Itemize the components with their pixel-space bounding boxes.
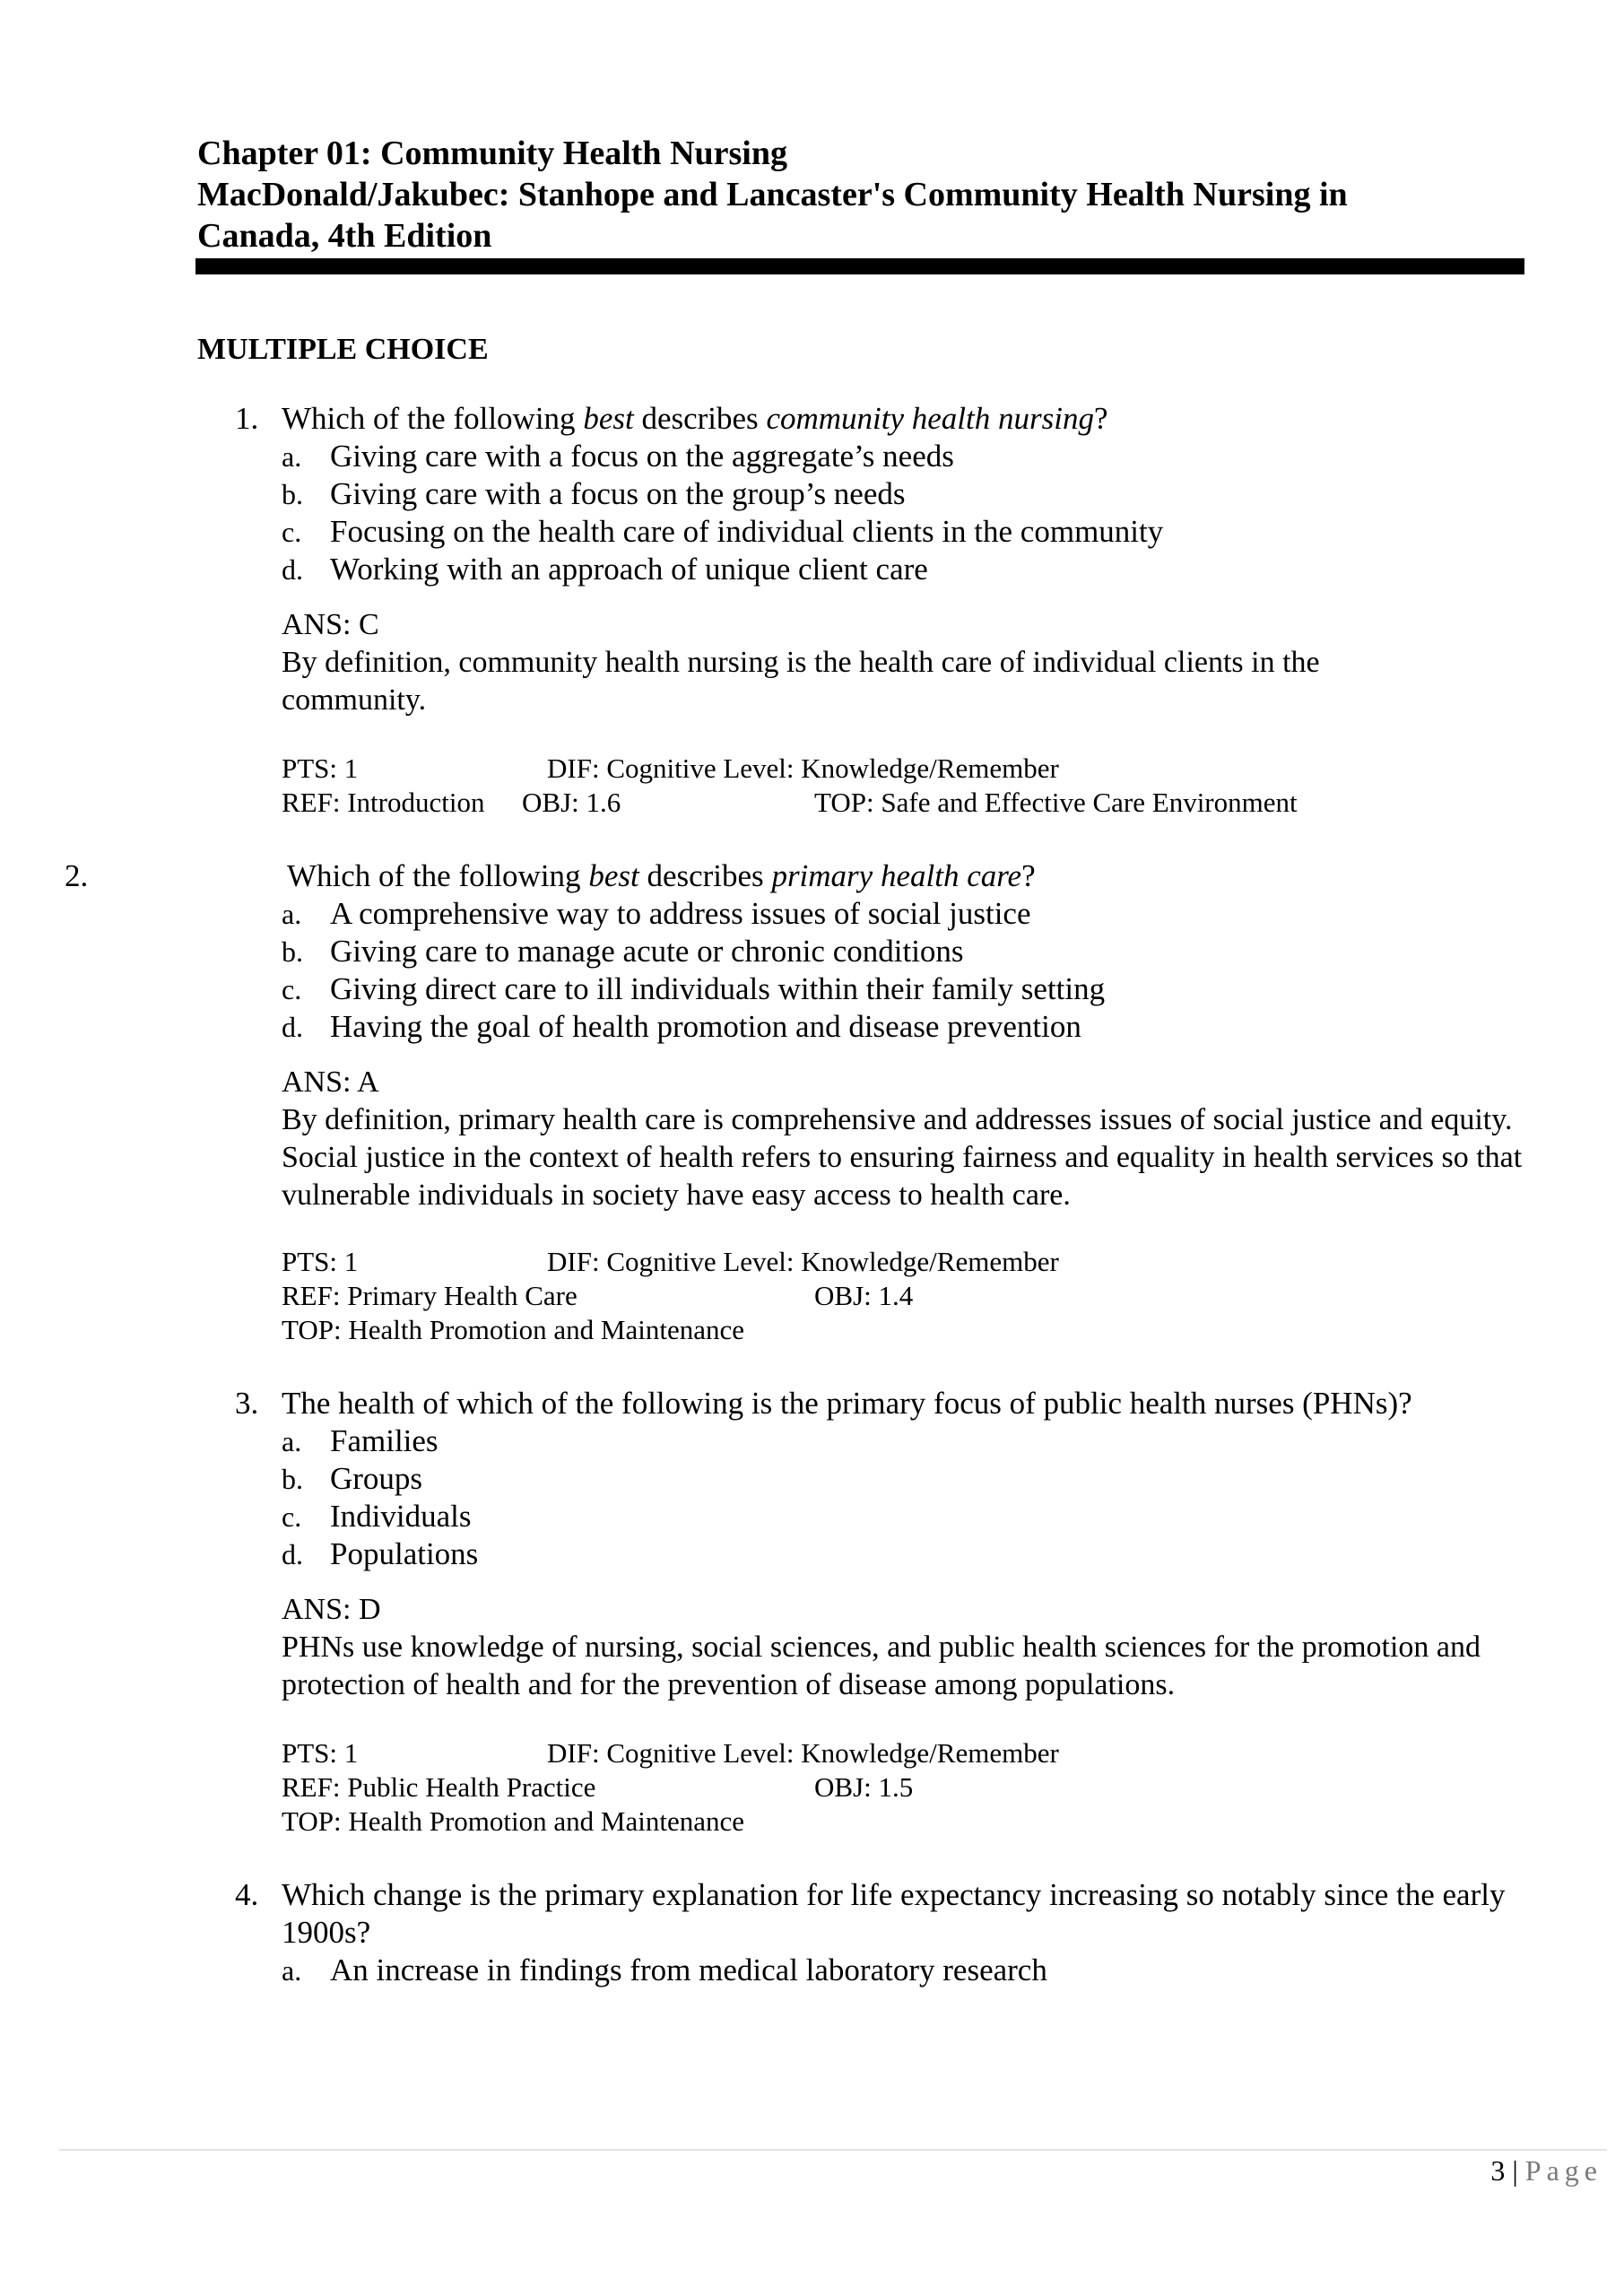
question-stem: Which of the following best describes primary health care? [287,858,1036,893]
meta-dif: DIF: Cognitive Level: Knowledge/Remember [547,1246,1059,1277]
meta-ref: REF: Public Health Practice [282,1771,596,1803]
meta-top: TOP: Health Promotion and Maintenance [282,1314,744,1345]
page-number: 3 [1490,2154,1506,2187]
question-number: 1. [235,401,259,436]
section-title: MULTIPLE CHOICE [197,333,489,366]
page-separator: | [1512,2154,1518,2187]
meta-ref: REF: Primary Health Care [282,1280,578,1311]
meta-obj: OBJ: 1.4 [814,1280,914,1311]
question-stem: The health of which of the following is the primary focus of public health nurses (PHNs)? [282,1386,1412,1421]
chapter-title: Chapter 01: Community Health Nursing [197,135,787,172]
option-b: b. Giving care with a focus on the group’s needs [282,476,906,511]
option-a: a. Families [282,1423,439,1458]
meta-ref: REF: Introduction [282,787,485,818]
footer-rule [59,2149,1607,2151]
rationale: By definition, community health nursing is the health care of individual clients in the community. [282,646,1320,717]
page-label: Page [1524,2154,1602,2187]
book-title-line-1: MacDonald/Jakubec: Stanhope and Lancaster's Community Health Nursing in [197,176,1348,213]
header-rule [195,258,1524,274]
document-header [197,133,1524,257]
rationale: PHNs use knowledge of nursing, social sciences, and public health sciences for the promotion and protection of health and for the prevention of disease among populations. [282,1631,1481,1701]
answer: ANS: A [282,1065,379,1099]
option-c: c. Focusing on the health care of individual clients in the community [282,514,1164,549]
option-a: a. An increase in findings from medical laboratory research [282,1952,1047,1987]
question-number: 3. [235,1386,259,1421]
question-stem: Which of the following best describes community health nursing? [282,401,1108,436]
question-number: 2. [65,858,89,893]
option-c: c. Giving direct care to ill individuals within their family setting [282,971,1106,1006]
question-number: 4. [235,1877,259,1912]
question-stem: Which change is the primary explanation for life expectancy increasing so notably since the early 1900s? [282,1877,1506,1950]
option-d: d. Populations [282,1536,479,1571]
meta-pts: PTS: 1 [282,752,359,784]
rationale: By definition, primary health care is comprehensive and addresses issues of social justice and equity. Social justice in the context of health refers to ensuring fairness and equality in health services so that vulnerable individuals in society have easy access to health care. [282,1103,1523,1212]
page-footer [1490,2152,1602,2188]
option-d: d. Having the goal of health promotion and disease prevention [282,1009,1081,1044]
option-a: a. A comprehensive way to address issues of social justice [282,896,1031,931]
meta-dif: DIF: Cognitive Level: Knowledge/Remember [547,752,1059,784]
book-title-line-2: Canada, 4th Edition [197,217,492,255]
option-b: b. Giving care to manage acute or chronic conditions [282,934,964,969]
meta-dif: DIF: Cognitive Level: Knowledge/Remember [547,1737,1059,1769]
option-a: a. Giving care with a focus on the aggregate’s needs [282,439,954,474]
meta-top: TOP: Safe and Effective Care Environment [814,787,1298,818]
meta-obj: OBJ: 1.6 [522,787,621,818]
meta-pts: PTS: 1 [282,1246,359,1277]
meta-obj: OBJ: 1.5 [814,1771,914,1803]
answer: ANS: D [282,1593,381,1626]
option-c: c. Individuals [282,1499,472,1534]
option-d: d. Working with an approach of unique client care [282,552,928,587]
answer: ANS: C [282,608,379,641]
meta-pts: PTS: 1 [282,1737,359,1769]
meta-top: TOP: Health Promotion and Maintenance [282,1805,744,1837]
option-b: b. Groups [282,1461,423,1496]
